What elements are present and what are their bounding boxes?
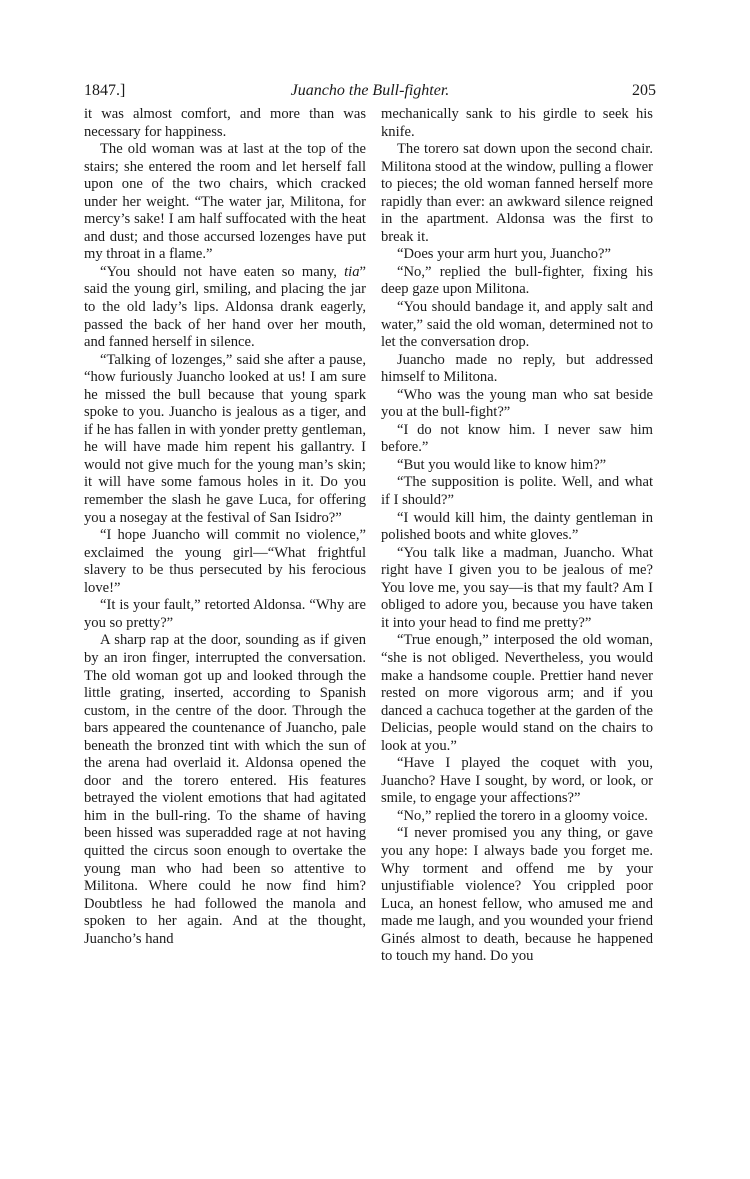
paragraph: “Does your arm hurt you, Juancho?” <box>397 246 611 263</box>
paragraph: “No,” replied the bull-fighter, fixing his deep gaze upon Militona. <box>381 263 653 298</box>
running-header <box>84 78 656 104</box>
paragraph: “Talking of lozenges,” said she after a pause, “how furiously Juancho looked at us! I am sure he missed the bull because that young spark spoke to you. Juancho is jealous as a tiger, and if he has fallen in with yonder pretty gentleman, he will have made him repent his gallantry. I would not give much for the young man’s skin; it will have some famous holes in it. Do you remember the slash he gave Luca, for offering you a nosegay at the festival of San Isidro?” <box>84 351 366 526</box>
paragraph: “It is your fault,” retorted Aldonsa. “Why are you so pretty?” <box>84 597 366 631</box>
paragraph: “I would kill him, the dainty gentleman in polished boots and white gloves.” <box>381 509 653 544</box>
right-column <box>381 106 653 966</box>
left-column <box>84 106 366 948</box>
paragraph: “True enough,” interposed the old woman, “she is not obliged. Nevertheless, you would make a handsome couple. Prettier hand never rested on more vigorous arm; and if you danced a cachuca together at the garden of the Delicias, people would stand on the chairs to look at you.” <box>381 632 653 754</box>
header-title: Juancho the Bull-fighter. <box>290 82 450 99</box>
paragraph <box>84 264 366 352</box>
page-number: 205 <box>632 82 656 99</box>
paragraph: “The supposition is polite. Well, and what if I should?” <box>381 474 653 509</box>
paragraph-text: ” said the young girl, smiling, and placing the jar to the old lady’s lips. Aldonsa drank eagerly, passed the back of her hand over her mouth, and fanned herself in silence. <box>84 263 366 351</box>
paragraph: “You talk like a madman, Juancho. What right have I given you to be jealous of me? You love me, you say—is that my fault? Am I obliged to adore you, because you have taken it into your head to find me pretty?” <box>381 544 653 631</box>
paragraph: A sharp rap at the door, sounding as if given by an iron finger, interrupted the conversation. The old woman got up and looked through the little grating, inserted, according to Spanish custom, in the centre of the door. Through the bars appeared the countenance of Juancho, pale beneath the bronzed tint with which the sun of the arena had overlaid it. Aldonsa opened the door and the torero entered. His features betrayed the violent emotions that had agitated him in the bull-ring. To the shame of having been hissed was superadded rage at not having quitted the circus soon enough to overtake the young man who had been so attentive to Militona. Where could he now find him? Doubtless he had followed the manola and spoken to her again. And at the thought, Juancho’s hand <box>84 632 366 947</box>
paragraph: it was almost comfort, and more than was necessary for happiness. <box>84 106 366 140</box>
paragraph: “No,” replied the torero in a gloomy voice. <box>397 807 648 824</box>
paragraph: Juancho made no reply, but addressed himself to Militona. <box>381 351 653 386</box>
paragraph: The torero sat down upon the second chair. Militona stood at the window, pulling a flower to pieces; the old woman fanned herself more rapidly than ever: an awkward silence reigned in the apartment. Aldonsa was the first to break it. <box>381 141 653 245</box>
paragraph: The old woman was at last at the top of the stairs; she entered the room and let herself fall upon one of the two chairs, which cracked under her weight. “The water jar, Militona, for mercy’s sake! I am half suffocated with the heat and dust; and those accursed lozenges have put my throat in a flame.” <box>84 141 366 263</box>
paragraph: “Who was the young man who sat beside you at the bull-fight?” <box>381 386 653 421</box>
paragraph: “You should bandage it, and apply salt and water,” said the old woman, determined not to let the conversation drop. <box>381 299 653 351</box>
paragraph: “I hope Juancho will commit no violence,” exclaimed the young girl—“What frightful slavery to be thus persecuted by his ferocious love!” <box>84 527 366 596</box>
header-year: 1847.] <box>84 82 126 99</box>
paragraph-text: “You should not have eaten so many, <box>100 263 337 280</box>
paragraph: “I do not know him. I never saw him before.” <box>381 421 653 456</box>
paragraph: “But you would like to know him?” <box>397 456 607 473</box>
italic-word: tia <box>344 263 360 280</box>
paragraph: “I never promised you any thing, or gave you any hope: I always bade you forget me. Why torment and offend me by your unjustifiable violence? You crippled poor Luca, an honest fellow, who amused me and made me laugh, and you wounded your friend Ginés almost to death, because he happened to touch my hand. Do you <box>381 825 653 965</box>
paragraph: mechanically sank to his girdle to seek his knife. <box>381 106 653 140</box>
paragraph: “Have I played the coquet with you, Juancho? Have I sought, by word, or look, or smile, to engage your affections?” <box>381 755 653 807</box>
